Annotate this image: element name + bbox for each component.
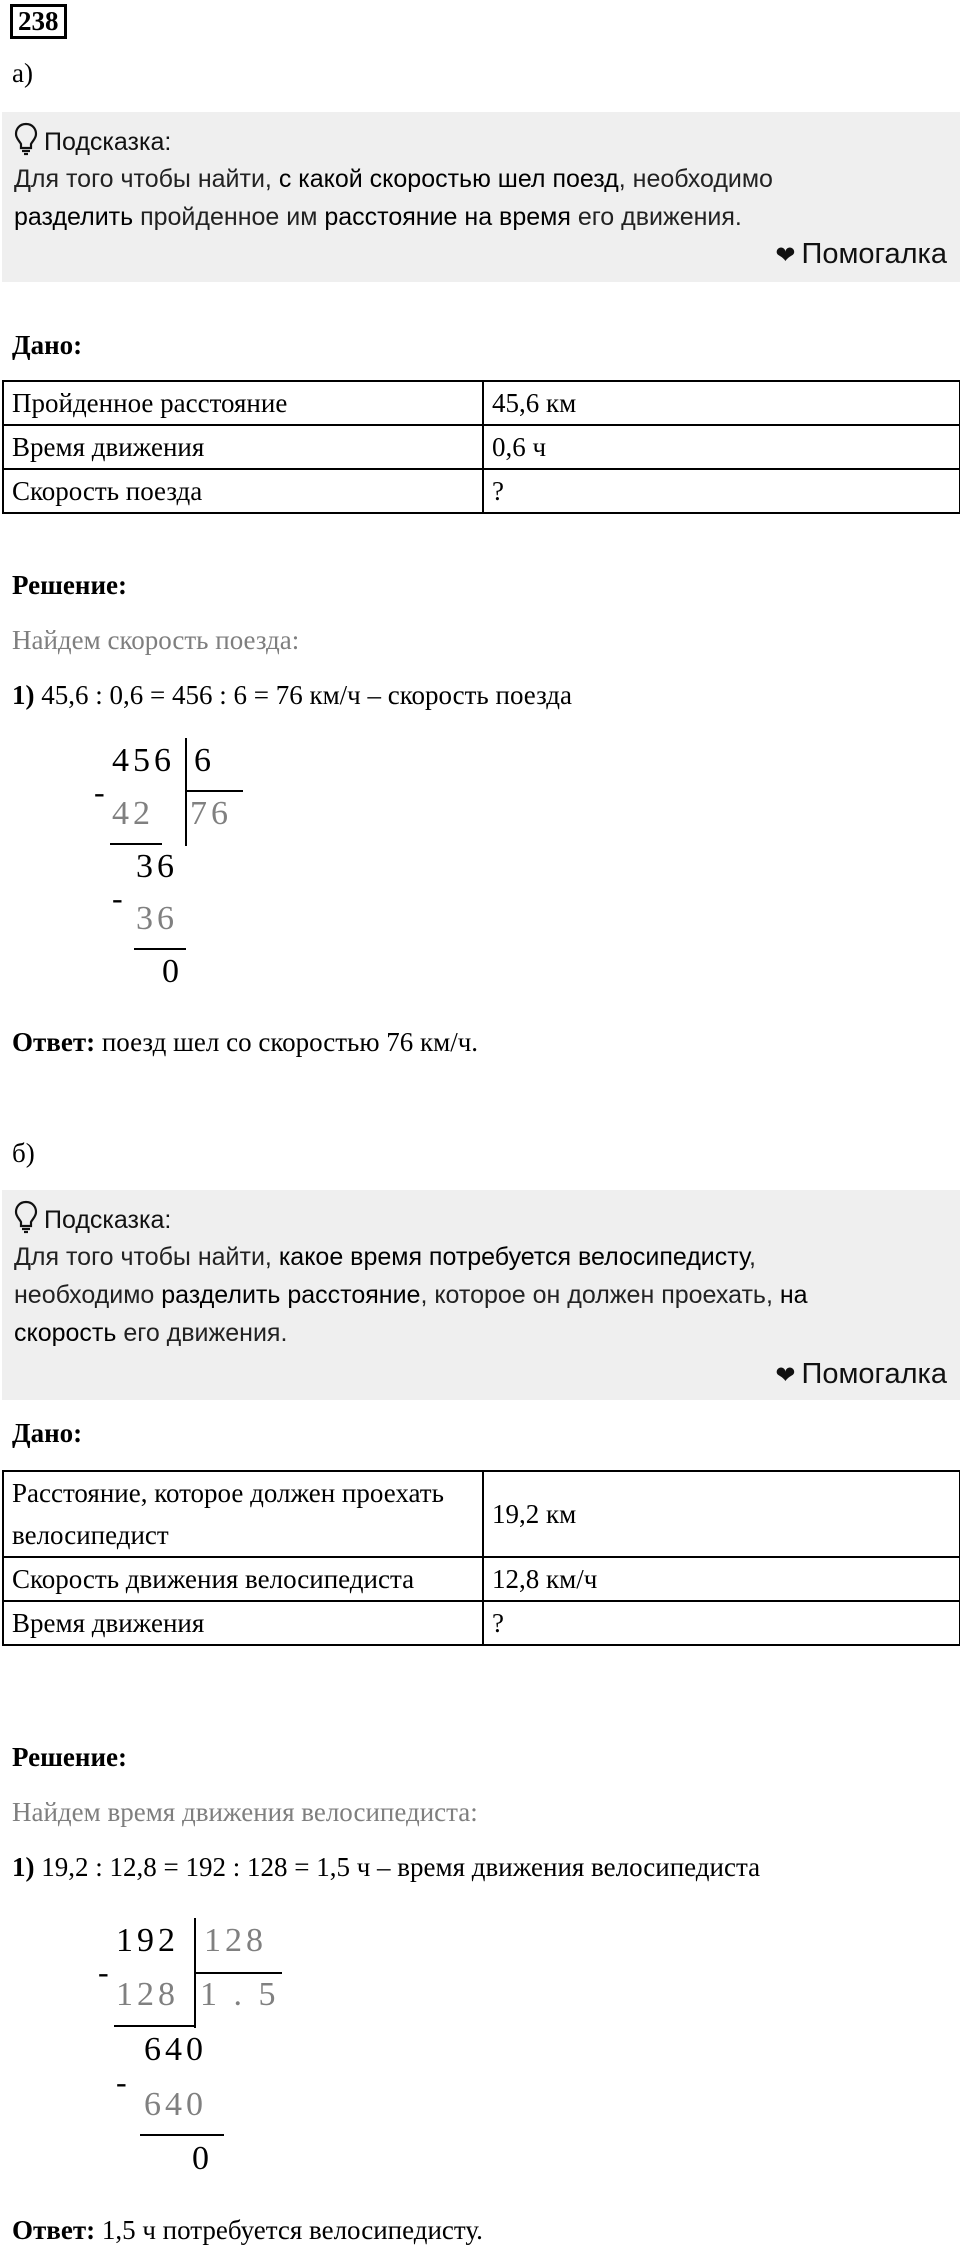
hint-b-part: , которое он должен проехать, [420, 1281, 780, 1309]
hint-a-key-phrase: разделить [14, 203, 134, 231]
subtraction-line [114, 2025, 196, 2027]
hint-b-key-phrase: скорость [14, 1319, 117, 1347]
helper-link-a[interactable] [775, 238, 947, 271]
solution-title-a: Решение: [12, 570, 127, 600]
table-cell: ? [483, 469, 960, 513]
hint-b-part: необходимо [14, 1281, 162, 1309]
answer-label: Ответ: [12, 1027, 96, 1057]
hint-header-b [14, 1200, 171, 1235]
division-bar-horizontal [185, 790, 243, 792]
answer-b [12, 2215, 483, 2246]
hint-a-key-phrase: с какой скоростью шел поезд [278, 165, 619, 193]
table-cell: 12,8 км/ч [483, 1557, 960, 1601]
lightbulb-icon [14, 1200, 38, 1234]
given-title-b: Дано: [12, 1418, 83, 1448]
hint-text-b [14, 1238, 930, 1352]
answer-text: поезд шел со скоростью 76 км/ч. [95, 1027, 479, 1057]
table-cell: Расстояние, которое должен проехать велосипедист [3, 1471, 483, 1557]
remainder: 640 [144, 2031, 207, 2068]
helper-link-b[interactable] [775, 1358, 947, 1391]
step-number: 1) [12, 680, 35, 710]
hint-box-b [2, 1190, 960, 1400]
solution-step-b [12, 1852, 760, 1883]
answer-label: Ответ: [12, 2215, 96, 2245]
answer-text: 1,5 ч потребуется велосипедисту. [95, 2215, 483, 2245]
step-number: 1) [12, 1852, 35, 1882]
hint-a-part: , необходимо [618, 165, 773, 193]
given-table-a [2, 380, 960, 514]
hint-title-b: Подсказка: [44, 1206, 172, 1234]
subtrahend: 36 [136, 900, 178, 937]
quotient: 76 [190, 795, 232, 832]
hint-header-a [14, 122, 171, 157]
hint-title-a: Подсказка: [44, 128, 172, 156]
subtraction-line [110, 843, 162, 845]
task-number: 238 [10, 4, 67, 39]
table-cell: Время движения [3, 425, 483, 469]
division-bar-vertical [185, 738, 187, 846]
helper-link-label: Помогалка [801, 1358, 947, 1390]
given-table-b [2, 1470, 960, 1646]
table-cell: 45,6 км [483, 381, 960, 425]
hint-a-part: его движения. [570, 203, 742, 231]
table-cell: Скорость поезда [3, 469, 483, 513]
helper-link-label: Помогалка [801, 238, 947, 270]
table-cell: Скорость движения велосипедиста [3, 1557, 483, 1601]
part-a-label: а) [12, 58, 33, 88]
minus-sign: - [98, 1954, 109, 1990]
solution-intro-a: Найдем скорость поезда: [12, 625, 300, 655]
hint-a-key-phrase: расстояние на время [324, 203, 571, 231]
hint-b-key-phrase: какое время потребуется велосипедисту [278, 1243, 750, 1271]
subtrahend: 42 [112, 795, 154, 832]
remainder: 36 [136, 848, 178, 885]
hint-a-part: Для того чтобы найти, [14, 165, 279, 193]
division-bar-horizontal [194, 1972, 282, 1974]
final-remainder: 0 [162, 953, 183, 990]
minus-sign: - [116, 2064, 127, 2100]
hint-b-part: Для того чтобы найти, [14, 1243, 279, 1271]
answer-a [12, 1027, 478, 1058]
divisor: 6 [194, 742, 215, 779]
table-row [3, 1557, 960, 1601]
heart-icon: ❤ [775, 1362, 796, 1389]
solution-intro-b: Найдем время движения велосипедиста: [12, 1797, 478, 1827]
table-row [3, 1601, 960, 1645]
dividend: 456 [112, 742, 175, 779]
table-row [3, 469, 960, 513]
lightbulb-icon [14, 122, 38, 156]
table-row [3, 381, 960, 425]
heart-icon: ❤ [775, 242, 796, 269]
step-text: 45,6 : 0,6 = 456 : 6 = 76 км/ч – скорость поезда [34, 680, 572, 710]
table-row [3, 1471, 960, 1557]
given-title-a: Дано: [12, 330, 83, 360]
table-cell: Пройденное расстояние [3, 381, 483, 425]
minus-sign: - [94, 774, 105, 810]
subtrahend: 640 [144, 2086, 207, 2123]
hint-b-key-phrase: разделить расстояние [161, 1281, 421, 1309]
part-b-label: б) [12, 1138, 35, 1168]
hint-b-part: его движения. [116, 1319, 288, 1347]
hint-text-a [14, 160, 930, 236]
subtraction-line [134, 948, 186, 950]
table-cell: 0,6 ч [483, 425, 960, 469]
hint-b-part: , [749, 1243, 756, 1271]
table-cell: Время движения [3, 1601, 483, 1645]
hint-b-key-phrase: на [779, 1281, 808, 1309]
minus-sign: - [112, 880, 123, 916]
quotient: 1 . 5 [200, 1976, 280, 2013]
divisor: 128 [204, 1922, 267, 1959]
table-cell: ? [483, 1601, 960, 1645]
table-row [3, 425, 960, 469]
hint-box-a [2, 112, 960, 282]
subtraction-line [140, 2134, 224, 2136]
hint-a-part: пройденное им [133, 203, 325, 231]
dividend: 192 [116, 1922, 179, 1959]
solution-title-b: Решение: [12, 1742, 127, 1772]
step-text: 19,2 : 12,8 = 192 : 128 = 1,5 ч – время движения велосипедиста [34, 1852, 761, 1882]
table-cell: 19,2 км [483, 1471, 960, 1557]
final-remainder: 0 [192, 2140, 213, 2177]
subtrahend: 128 [116, 1976, 179, 2013]
solution-step-a [12, 680, 572, 711]
